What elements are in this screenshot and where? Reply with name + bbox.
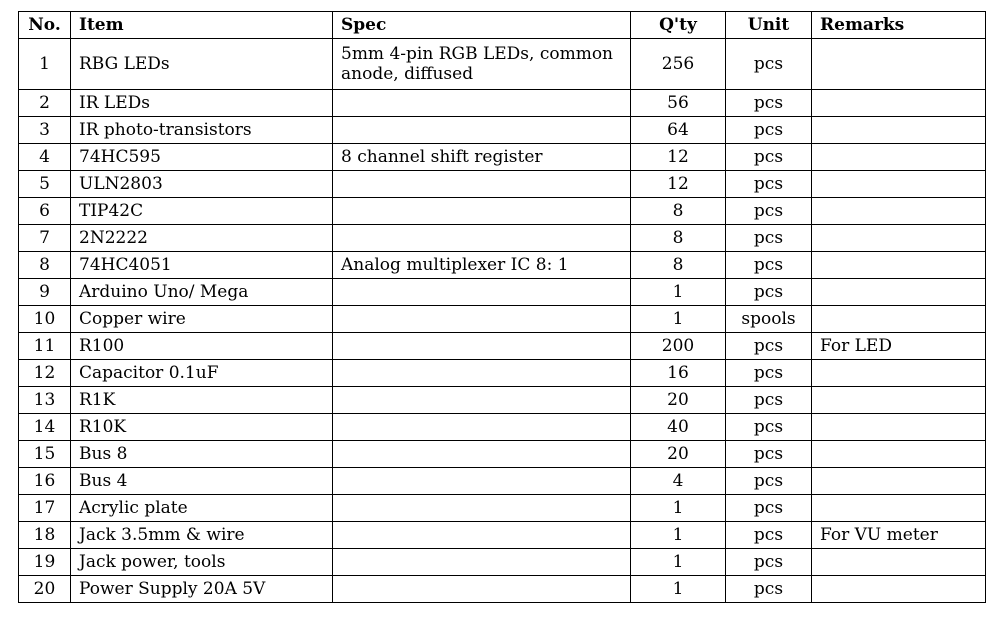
cell-qty: 1: [631, 576, 726, 603]
cell-unit: spools: [726, 306, 812, 333]
cell-no: 6: [19, 198, 71, 225]
cell-remarks: [812, 225, 986, 252]
cell-no: 14: [19, 414, 71, 441]
header-item: Item: [71, 12, 333, 39]
table-row: [19, 252, 986, 279]
cell-unit: pcs: [726, 39, 812, 90]
cell-qty: 1: [631, 549, 726, 576]
table-row: [19, 549, 986, 576]
cell-item: R1K: [71, 387, 333, 414]
cell-item: Bus 4: [71, 468, 333, 495]
cell-unit: pcs: [726, 117, 812, 144]
cell-remarks: [812, 360, 986, 387]
cell-spec: [333, 549, 631, 576]
cell-spec: [333, 414, 631, 441]
cell-unit: pcs: [726, 333, 812, 360]
cell-unit: pcs: [726, 90, 812, 117]
table-row: [19, 279, 986, 306]
cell-item: R100: [71, 333, 333, 360]
cell-remarks: [812, 252, 986, 279]
header-no: No.: [19, 12, 71, 39]
cell-remarks: [812, 414, 986, 441]
cell-spec: [333, 360, 631, 387]
cell-no: 4: [19, 144, 71, 171]
cell-remarks: [812, 549, 986, 576]
cell-no: 7: [19, 225, 71, 252]
cell-unit: pcs: [726, 171, 812, 198]
table-row: [19, 333, 986, 360]
table-row: [19, 39, 986, 90]
table-body: [19, 39, 986, 603]
cell-item: 2N2222: [71, 225, 333, 252]
cell-remarks: [812, 39, 986, 90]
cell-remarks: [812, 468, 986, 495]
cell-no: 1: [19, 39, 71, 90]
cell-unit: pcs: [726, 549, 812, 576]
cell-item: Bus 8: [71, 441, 333, 468]
header-remarks: Remarks: [812, 12, 986, 39]
cell-spec: [333, 117, 631, 144]
cell-unit: pcs: [726, 387, 812, 414]
cell-qty: 12: [631, 144, 726, 171]
cell-qty: 8: [631, 198, 726, 225]
cell-no: 8: [19, 252, 71, 279]
cell-qty: 56: [631, 90, 726, 117]
cell-remarks: For LED: [812, 333, 986, 360]
cell-remarks: [812, 495, 986, 522]
cell-qty: 8: [631, 225, 726, 252]
cell-spec: [333, 225, 631, 252]
cell-spec: [333, 468, 631, 495]
cell-no: 13: [19, 387, 71, 414]
cell-no: 11: [19, 333, 71, 360]
cell-item: ULN2803: [71, 171, 333, 198]
header-qty: Q'ty: [631, 12, 726, 39]
table-row: [19, 117, 986, 144]
table-header-row: [19, 12, 986, 39]
cell-spec: 5mm 4-pin RGB LEDs, common anode, diffused: [333, 39, 631, 90]
cell-spec: [333, 90, 631, 117]
cell-qty: 40: [631, 414, 726, 441]
header-spec: Spec: [333, 12, 631, 39]
cell-unit: pcs: [726, 414, 812, 441]
cell-spec: 8 channel shift register: [333, 144, 631, 171]
cell-qty: 20: [631, 387, 726, 414]
cell-no: 16: [19, 468, 71, 495]
cell-qty: 1: [631, 306, 726, 333]
cell-item: Capacitor 0.1uF: [71, 360, 333, 387]
cell-unit: pcs: [726, 279, 812, 306]
cell-qty: 12: [631, 171, 726, 198]
cell-remarks: [812, 144, 986, 171]
cell-qty: 1: [631, 279, 726, 306]
cell-no: 18: [19, 522, 71, 549]
cell-spec: [333, 441, 631, 468]
cell-qty: 200: [631, 333, 726, 360]
cell-unit: pcs: [726, 522, 812, 549]
cell-unit: pcs: [726, 225, 812, 252]
table-row: [19, 468, 986, 495]
cell-unit: pcs: [726, 360, 812, 387]
cell-remarks: [812, 90, 986, 117]
cell-item: Arduino Uno/ Mega: [71, 279, 333, 306]
cell-spec: [333, 171, 631, 198]
cell-unit: pcs: [726, 144, 812, 171]
cell-qty: 64: [631, 117, 726, 144]
cell-spec: [333, 387, 631, 414]
cell-remarks: [812, 441, 986, 468]
cell-item: RBG LEDs: [71, 39, 333, 90]
cell-item: Jack power, tools: [71, 549, 333, 576]
cell-remarks: [812, 306, 986, 333]
table-row: [19, 198, 986, 225]
table-row: [19, 387, 986, 414]
table-row: [19, 522, 986, 549]
table-row: [19, 495, 986, 522]
cell-unit: pcs: [726, 252, 812, 279]
cell-no: 10: [19, 306, 71, 333]
cell-spec: [333, 306, 631, 333]
table-row: [19, 171, 986, 198]
table-row: [19, 441, 986, 468]
cell-item: 74HC4051: [71, 252, 333, 279]
cell-qty: 1: [631, 522, 726, 549]
cell-no: 19: [19, 549, 71, 576]
cell-qty: 8: [631, 252, 726, 279]
parts-table: [18, 11, 986, 603]
cell-spec: [333, 333, 631, 360]
cell-item: Acrylic plate: [71, 495, 333, 522]
cell-remarks: [812, 576, 986, 603]
cell-spec: [333, 198, 631, 225]
cell-unit: pcs: [726, 198, 812, 225]
table-row: [19, 90, 986, 117]
cell-remarks: [812, 171, 986, 198]
cell-unit: pcs: [726, 495, 812, 522]
cell-remarks: [812, 279, 986, 306]
cell-unit: pcs: [726, 468, 812, 495]
cell-item: IR photo-transistors: [71, 117, 333, 144]
cell-no: 17: [19, 495, 71, 522]
cell-item: Jack 3.5mm & wire: [71, 522, 333, 549]
table-row: [19, 225, 986, 252]
table-row: [19, 144, 986, 171]
cell-unit: pcs: [726, 576, 812, 603]
cell-no: 20: [19, 576, 71, 603]
cell-item: TIP42C: [71, 198, 333, 225]
header-unit: Unit: [726, 12, 812, 39]
table-row: [19, 306, 986, 333]
cell-qty: 4: [631, 468, 726, 495]
cell-spec: [333, 279, 631, 306]
cell-no: 12: [19, 360, 71, 387]
table-row: [19, 576, 986, 603]
cell-item: Copper wire: [71, 306, 333, 333]
cell-spec: [333, 576, 631, 603]
cell-no: 2: [19, 90, 71, 117]
cell-qty: 1: [631, 495, 726, 522]
cell-item: IR LEDs: [71, 90, 333, 117]
cell-item: 74HC595: [71, 144, 333, 171]
cell-remarks: [812, 117, 986, 144]
table-row: [19, 360, 986, 387]
cell-no: 3: [19, 117, 71, 144]
cell-remarks: [812, 198, 986, 225]
cell-item: R10K: [71, 414, 333, 441]
cell-spec: [333, 522, 631, 549]
cell-no: 9: [19, 279, 71, 306]
cell-qty: 16: [631, 360, 726, 387]
cell-spec: Analog multiplexer IC 8: 1: [333, 252, 631, 279]
cell-qty: 20: [631, 441, 726, 468]
cell-remarks: For VU meter: [812, 522, 986, 549]
cell-spec: [333, 495, 631, 522]
cell-qty: 256: [631, 39, 726, 90]
cell-remarks: [812, 387, 986, 414]
cell-unit: pcs: [726, 441, 812, 468]
cell-item: Power Supply 20A 5V: [71, 576, 333, 603]
table-row: [19, 414, 986, 441]
cell-no: 15: [19, 441, 71, 468]
cell-no: 5: [19, 171, 71, 198]
